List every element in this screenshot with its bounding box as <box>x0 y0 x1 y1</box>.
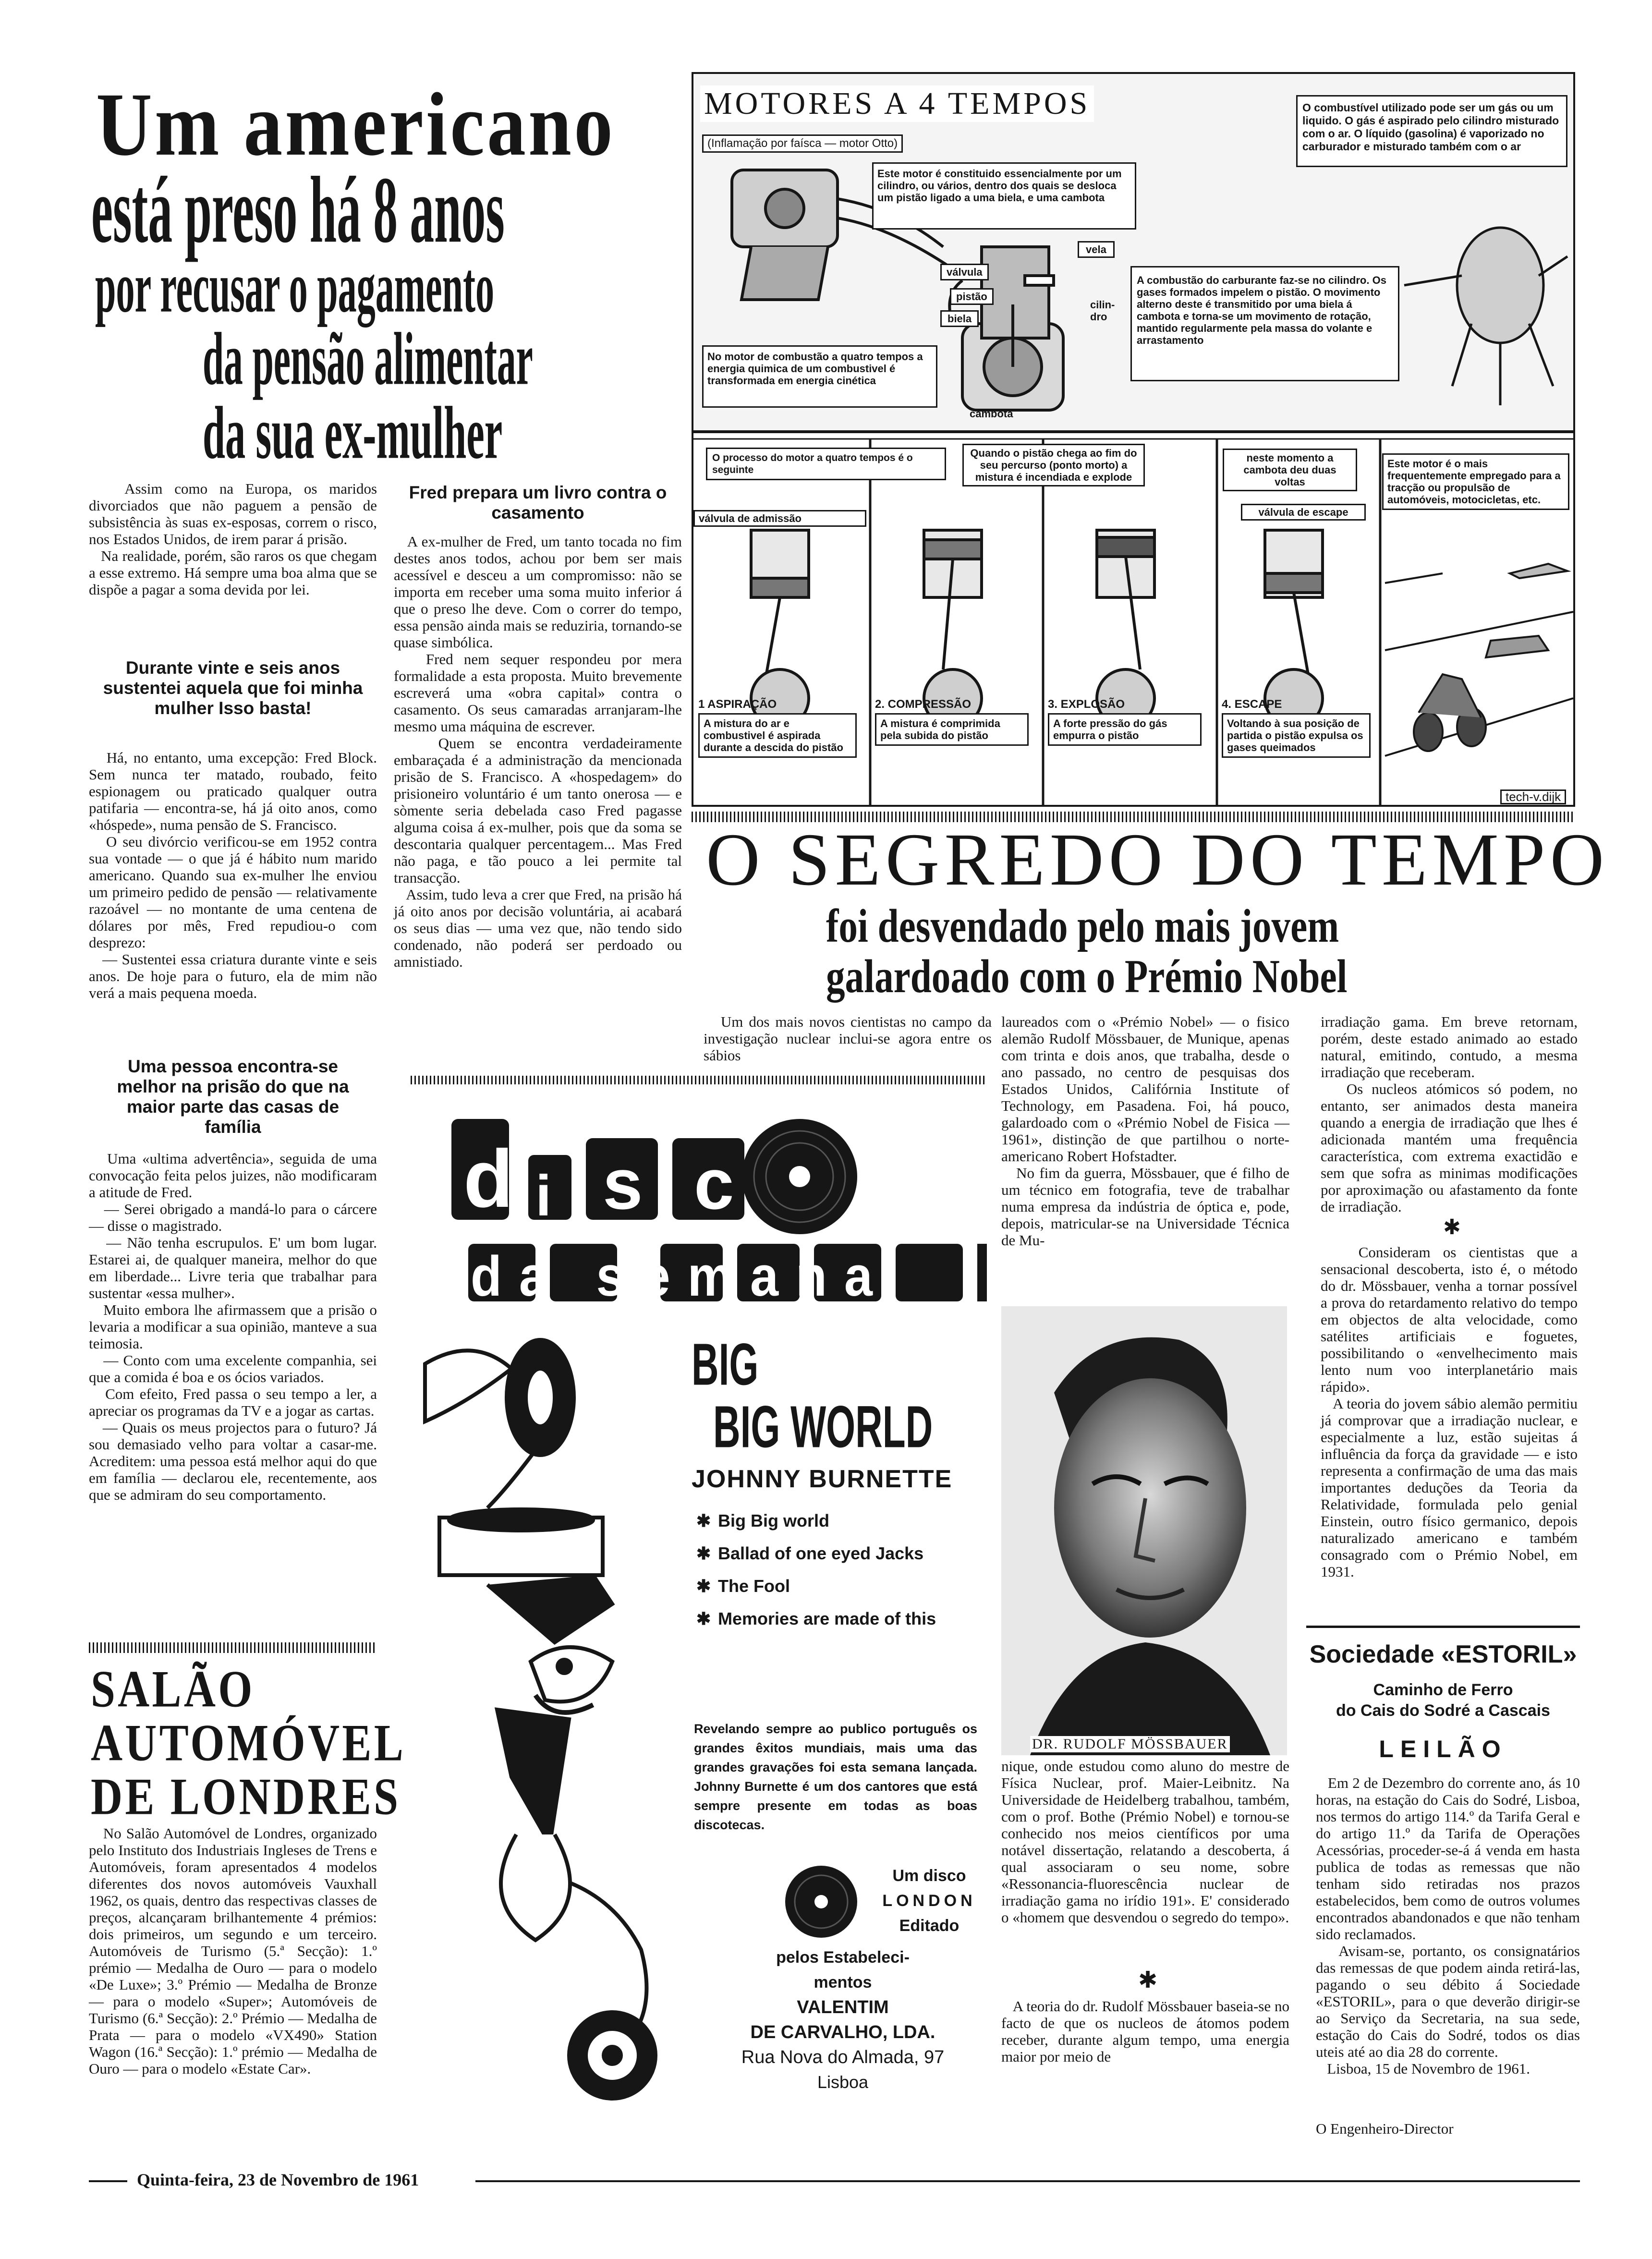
gramophone-character <box>425 1340 656 2099</box>
article-prisoner-headline <box>82 74 663 474</box>
headline-line-2: está preso há 8 anos <box>91 158 505 263</box>
prisoner-subhead-2: Uma pessoa encontra-se melhor na prisão do que na maior parte das casas de família <box>117 1057 349 1137</box>
notice-top-rule <box>1306 1626 1580 1628</box>
diagram-subtitle: (Inflamação por faísca — motor Otto) <box>702 134 903 153</box>
track-2-title: Ballad of one eyed Jacks <box>718 1543 924 1563</box>
track-4 <box>696 1608 968 1629</box>
step-4 <box>1222 698 1380 758</box>
prisoner-col1-intro: Assim como na Europa, os maridos divorciados que não paguem a pensão de subsistência às suas ex-esposas, correm o risco, nos Estados Unidos, de irem parar á prisão. Na realidade, porém, são raros os que chegam a esse extremo. Há sempre uma boa alma que se dispõe a pagar a soma devida por lei. <box>89 480 377 598</box>
step-1 <box>698 698 866 758</box>
notice-company: Sociedade «ESTORIL» <box>1309 1640 1577 1668</box>
diagram-title: MOTORES A 4 TEMPOS <box>700 85 1094 122</box>
song-line-1: BIG <box>692 1331 759 1397</box>
nobel-col3-top: irradiação gama. Em breve retornam, porém, deste estado animado ao estado natural, emitindo, contudo, a mesma irradiação que receberam. Os nucleos atómicos só podem, no entanto, ser animados desta maneira quando a energia de irradiação que lhes é adicionada mantém uma frequência característica, com extrema exactidão e sem que sofra as minimas modificações por aproximação ou afastamento da fonte de irradiação. <box>1321 1013 1578 1215</box>
auto-headline-3: DE LONDRES <box>91 1768 401 1826</box>
track-list <box>696 1510 972 1629</box>
headline-line-4: da pensão alimentar <box>203 317 533 401</box>
disco-title-letter: d <box>463 1133 513 1225</box>
star-separator: ✱ <box>1138 1968 1158 1993</box>
company-address: Rua Nova do Almada, 97 <box>741 2047 945 2067</box>
step-4-text: Voltando à sua posição de partida o pistão expulsa os gases queimados <box>1222 713 1371 758</box>
auto-headline-2: AUTOMÓVEL <box>91 1714 406 1772</box>
track-bullet: ✱ <box>696 1576 711 1596</box>
label-cambota: cambota <box>970 408 1013 420</box>
steps-intro: O processo do motor a quatro tempos é o seguinte <box>706 448 946 480</box>
notice-box <box>1306 1630 1580 2163</box>
star-separator-2: ✱ <box>1443 1215 1461 1239</box>
company-line-1: VALENTIM <box>797 1997 889 2017</box>
step-3-text: A forte pressão do gás empurra o pistão <box>1048 713 1202 746</box>
label-valvula: válvula <box>940 264 989 280</box>
prisoner-subhead-1: Durante vinte e seis anos sustentei aquela que foi minha mulher Isso basta! <box>103 658 363 718</box>
prisoner-col1-end: Uma «ultima advertência», seguida de uma convocação feita pelos juizes, não modificaram a atitude de Fred. — Serei obrigado a mandá-lo para o cárcere — disse o magistrado. — Não tenha escrupulos. E' um bom lugar. Estarei ai, de qualquer maneira, melhor do que em liberdade... Livre teria que trabalhar para sustentar «essa mulher». Muito embora lhe afirmassem que a prisão o levaria a modificar a sua opinião, manteve a sua teimosia. — Conto com uma excelente companhia, sei que a comida é boa e os ócios variados. Com efeito, Fred passa o seu tempo a ler, a apreciar os programas da TV e a jogar as cartas. — Quais os meus projectos para o futuro? Já sou demasiado velho para voltar a casar-me. Acreditem: uma pessoa está melhor aqui do que em família — declarou ele, recentemente, aos que se admiram do seu comportamento. <box>89 1150 377 1503</box>
company-city: Lisboa <box>817 2072 869 2092</box>
label-line-2: LONDON <box>882 1892 976 1910</box>
song-line-2: BIG WORLD <box>713 1394 933 1460</box>
mossbauer-photo <box>1001 1306 1287 1755</box>
disco-blurb: Revelando sempre ao publico português os grandes êxitos mundiais, mais uma das grandes gravações foi esta semana lançada. Johnny Burnette é um dos cantores que está sempre presente em todas as boas discotecas. <box>694 1722 977 1832</box>
disco-title-letter: s <box>603 1143 643 1224</box>
road-scene <box>1385 564 1573 756</box>
notice-signature: O Engenheiro-Director <box>1316 2120 1454 2137</box>
label-vela: vela <box>1078 241 1115 258</box>
divider-hatch-left <box>89 1642 377 1653</box>
prisoner-col1-body: Há, no entanto, uma excepção: Fred Block. Sem nunca ter matado, roubado, feito espionagem ou praticado qualquer outra patifaria — encontra-se, há já oito anos, como «hóspede», numa pensão de S. Francisco. O seu divórcio verificou-se em 1952 contra sua vontade — o que já é hábito num marido americano. Quando sua ex-mulher lhe enviou um primeiro pedido de pensão — relativamente razoável — no montante de uma centena de dólares por mês, Fred repudiou-o com desprezo: — Sustentei essa criatura durante vinte e seis anos. De hoje para o futuro, ela de mim não verá a mais pequena moeda. <box>89 749 377 1001</box>
small-record <box>785 1866 857 1938</box>
nobel-col2-end: A teoria do dr. Rudolf Mössbauer baseia-se no facto de que os nucleos de átomos podem receber, durante algum tempo, uma energia maior por meio de <box>1001 1998 1293 2065</box>
step-1-title: 1 ASPIRAÇÃO <box>698 698 777 711</box>
label-line-3: Editado <box>899 1917 960 1935</box>
nobel-deck-2: galardoado com o Prémio Nobel <box>826 949 1348 1003</box>
step-3-title: 3. EXPLOSÃO <box>1048 698 1125 711</box>
auto-show-headline <box>89 1659 406 1826</box>
footer-date: Quinta-feira, 23 de Novembro de 1961 <box>137 2170 419 2189</box>
track-bullet: ✱ <box>696 1511 711 1530</box>
disco-title-letter: c <box>694 1143 734 1224</box>
company-line-2: DE CARVALHO, LDA. <box>750 2022 935 2042</box>
label-escape: válvula de escape <box>1241 504 1366 521</box>
label-block <box>867 1863 992 1938</box>
nobel-col2-top: laureados com o «Prémio Nobel» — o fisico alemão Rudolf Mössbauer, de Munique, apenas com trinta e dois anos, que trabalha, desde o ano passado, no centro de pesquisas dos Estados Unidos, Califórnia Institute of Technology, em Pasadena. Foi, há pouco, galardoado com o «Prémio Nobel de Fisica — 1961», distinção de que partilhou o norte-americano Robert Hofstadter. No fim da guerra, Mössbauer, que é filho de um técnico em fotografia, teve de trabalhar numa empresa da indústria de óptica e, pode, depois, matricular-se na Universidade Técnica de Mu- <box>1001 1013 1290 1249</box>
notice-line1: Caminho de Ferro <box>1373 1681 1513 1699</box>
note-use: Este motor é o mais frequentemente empregado para a tracção ou propulsão de automóveis, motocicletas, etc. <box>1382 453 1569 510</box>
prisoner-subhead-3: Fred prepara um livro contra o casamento <box>409 483 667 522</box>
artist-name: JOHNNY BURNETTE <box>692 1465 953 1493</box>
notice-line2: do Cais do Sodré a Cascais <box>1336 1701 1550 1720</box>
footer-rule-left <box>89 2180 127 2182</box>
auto-show-body: No Salão Automóvel de Londres, organizado pelo Instituto dos Industriais Ingleses de Trens e Automóveis, foram apresentados 4 modelos diferentes dos novos automóveis Vauxhall 1962, os quais, dentro das respectivas classes de preços, alcançaram brilhantemente 4 prémios: dois primeiros, um segundo e um terceiro. Automóveis de Turismo (5.ª Secção): 1.º prémio — Medalha de Ouro — para o modelo «De Luxe»; 3.º Prémio — Medalha de Bronze — para o modelo «Super»; Automóveis de Turismo (6.ª Secção): 2.º Prémio — Medalha de Prata — para o modelo «VX490» Station Wagon (16.ª Secção): 1.º prémio — Medalha de Ouro — para o modelo «Estate Car». <box>89 1825 381 2077</box>
label-line-4: pelos Estabeleci- <box>776 1948 910 1967</box>
label-pistao: pistão <box>950 288 994 305</box>
notice-title: LEILÃO <box>1379 1736 1507 1762</box>
track-bullet: ✱ <box>696 1543 711 1563</box>
footer-rule-right <box>475 2180 1580 2182</box>
step-2-text: A mistura é comprimida pela subida do pistão <box>875 713 1029 746</box>
headline-line-5: da sua ex-mulher <box>203 391 503 474</box>
note-fuel: O combustível utilizado pode ser um gás ou um liquido. O gás é aspirado pelo cilindro misturado com o ar. O líquido (gasolina) é vaporizado no carburador e misturado também com o ar <box>1296 95 1567 167</box>
note-top: Quando o pistão chega ao fim do seu percurso (ponto morto) a mistura é incendiada e explode <box>962 444 1145 486</box>
headline-line-1: Um americano <box>96 74 616 174</box>
label-admissao: válvula de admissão <box>693 510 866 527</box>
track-4-title: Memories are made of this <box>718 1609 936 1628</box>
note-cambota: neste momento a cambota deu duas voltas <box>1223 449 1357 491</box>
disco-title-letter: i <box>535 1164 552 1228</box>
prisoner-col2-body: A ex-mulher de Fred, um tanto tocada no fim destes anos todos, achou por bem ser mais acessível e desceu a um compromisso: não se importa em receber uma soma muito inferior á que o preso lhe deve. Com o correr do tempo, essa pensão ainda mais se reduziria, tornando-se quase simbólica. Fred nem sequer respondeu por mera formalidade a esta proposta. Muito brevemente escreverá uma «obra capital» contra o casamento. Os seus camaradas arranjaram-lhe mesmo uma máquina de escrever. Quem se encontra verdadeiramente embaraçada é a administração da mencionada prisão de S. Francisco. A «hospedagem» do prisioneiro voluntário é um tanto onerosa — e sòmente seria debelada caso Fred pagasse alguma coisa á ex-mulher, pois que da soma se descontaria qualquer percentagem... Mas Fred não paga, e tão pouco a lei permite tal transacção. Assim, tudo leva a crer que Fred, na prisão há já oito anos por decisão voluntária, ai acabará os seus dias — uma vez que, não tendo sido condenado, não poderá ser perdoado ou amnistiado. <box>394 533 682 970</box>
divider-hatch-mid <box>411 1076 984 1084</box>
step-2 <box>875 698 1038 746</box>
disco-ad <box>411 1085 987 2151</box>
auto-headline-1: SALÃO <box>91 1660 255 1718</box>
step-1-text: A mistura do ar e combustivel é aspirada durante a descida do pistão <box>698 713 857 758</box>
track-bullet: ✱ <box>696 1609 711 1628</box>
track-3-title: The Fool <box>718 1576 790 1596</box>
label-biela: biela <box>940 310 979 327</box>
diagram-credit: tech-v.dijk <box>1500 789 1566 804</box>
nobel-deck-1: foi desvendado pelo mais jovem <box>826 899 1339 952</box>
nobel-col3-body: Consideram os cientistas que a sensacional descoberta, isto é, o método do dr. Mössbauer, venha a tornar possível a prova do retardamento relativo do tempo em objectos de alta velocidade, como satélites artificiais e foguetes, possibilitando o «envelhecimento mais lento num voo interplanetário mais rápido». A teoria do jovem sábio alemão permitiu já comprovar que a irradiação nuclear, e especialmente a luz, estão sujeitas á influência da força da gravidade — e isto representa a confirmação de uma das mais importantes deduções da Teoria da Relatividade, formulada pelo genial Einstein, outro físico germanico, depois naturalizado americano e também consagrado com o Prémio Nobel, em 1931. <box>1321 1244 1578 1580</box>
publisher-block <box>699 1945 987 2095</box>
note-motor: Este motor é constituido essencialmente por um cilindro, ou vários, dentro dos quais se desloca um pistão ligado a uma biela, e uma cambota <box>872 162 1136 230</box>
step-4-title: 4. ESCAPE <box>1222 698 1282 711</box>
track-3 <box>696 1576 972 1608</box>
track-2 <box>696 1543 972 1576</box>
label-cilindro: cilin-dro <box>1090 299 1115 323</box>
nobel-col1: Um dos mais novos cientistas no campo da investigação nuclear inclui-se agora entre os sábios <box>704 1013 996 1064</box>
engine-diagram <box>692 72 1575 807</box>
step-2-title: 2. COMPRESSÃO <box>875 698 972 711</box>
step-3 <box>1048 698 1211 746</box>
disco-title-1 <box>411 1085 987 1229</box>
label-line-5: mentos <box>814 1973 872 1992</box>
notice-body: Em 2 de Dezembro do corrente ano, ás 10 horas, na estação do Cais do Sodré, Lisboa, nos termos do artigo 114.º da Tarifa Geral e do artigo 11.º da Tarifa de Operações Acessórias, proceder-se-á á venda em hasta publica de todas as remessas que não tenham sido retiradas nos prazos estabelecidos, bem como de outros volumes encontrados abandonados e que não tenham sido reclamados. Avisam-se, portanto, os consignatários das remessas de que podem ainda retirá-las, pagando o seu débito á Sociedade «ESTORIL», para o que deverão dirigir-se ao Serviço da Secretaria, na sua sede, estação do Cais do Sodré, todos os dias uteis até ao dia 28 do corrente. Lisboa, 15 de Novembro de 1961. <box>1316 1774 1580 2077</box>
disco-title-2: da semana <box>471 1245 890 1308</box>
nobel-headline: O SEGREDO DO TEMPO <box>706 818 1609 901</box>
headline-line-3: por recusar o pagamento <box>95 247 495 328</box>
track-1 <box>696 1510 972 1543</box>
label-line-1: Um disco <box>892 1867 966 1885</box>
nobel-col2-mid: nique, onde estudou como aluno do mestre de Física Nuclear, prof. Maier-Leibnitz. Na Universidade de Heidelberg trabalhou, também, com o prof. Bothe (Prémio Nobel) e tornou-se conhecido nos meios científicos por uma notável dissertação, relatando a descoberta, á qual associaram o seu nome, sobre «Ressonancia-fluorescência nuclear de irradiação gama no irídio 191». E' considerado o «homem que desvendou o segredo do tempo». <box>1001 1758 1293 1926</box>
portrait-drawing <box>1001 1306 1287 1755</box>
track-1-title: Big Big world <box>718 1511 829 1530</box>
photo-caption: DR. RUDOLF MÖSSBAUER <box>1030 1736 1230 1752</box>
note-combustion: A combustão do carburante faz-se no cilindro. Os gases formados impelem o pistão. O movimento alterno deste é transmitido por uma biela á cambota e torna-se um movimento de rotação, mantido regularmente pela massa do volante e arrastamento <box>1130 266 1399 381</box>
note-energy: No motor de combustão a quatro tempos a energia quimica de um combustivel é transformada em energia cinética <box>702 345 937 408</box>
